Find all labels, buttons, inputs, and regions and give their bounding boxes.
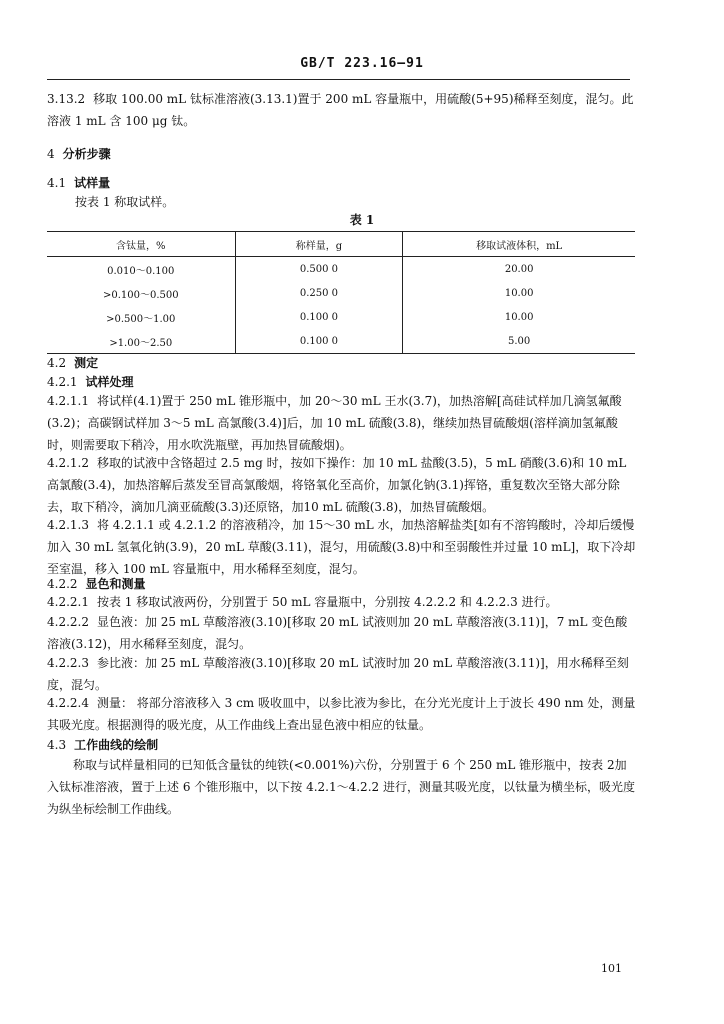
section-title: 试样量 bbox=[74, 176, 111, 190]
section-title: 工作曲线的绘制 bbox=[74, 738, 159, 752]
clause-4-2-2-3 bbox=[47, 652, 637, 696]
clause-number: 4.2.2.3 bbox=[47, 656, 89, 670]
table-row bbox=[47, 329, 635, 354]
cell-sample-mass: 0.100 0 bbox=[235, 329, 403, 354]
clause-text: 参比液：加 25 mL 草酸溶液(3.10)[移取 20 mL 试液时加 20 mL 草酸溶液(3.11)]，用水稀释至刻度，混匀。 bbox=[47, 656, 629, 692]
cell-aliquot-volume: 5.00 bbox=[403, 329, 635, 354]
table-row bbox=[47, 281, 635, 305]
section-4-3-heading bbox=[47, 734, 637, 756]
table-row bbox=[47, 305, 635, 329]
section-4-3-body: 称取与试样量相同的已知低含量钛的纯铁(<0.001%)六份，分别置于 6 个 250 mL 锥形瓶中，按表 2加入钛标准溶液，置于上述 6 个锥形瓶中，以下按 4.2.1～4.2.2 进行，测量其吸光度，以钛量为横坐标，吸光度为纵坐标绘制工作曲线。 bbox=[47, 758, 635, 816]
table-header-row bbox=[47, 232, 635, 257]
section-title: 测定 bbox=[74, 356, 99, 370]
col-header-titanium-content: 含钛量，% bbox=[47, 232, 235, 257]
section-number: 4.1 bbox=[47, 176, 67, 190]
table-row bbox=[47, 257, 635, 282]
clause-text: 测量： 将部分溶液移入 3 cm 吸收皿中，以参比液为参比，在分光光度计上于波长 490 nm 处，测量其吸光度。根据测得的吸光度，从工作曲线上查出显色液中相应的钛量。 bbox=[47, 696, 636, 732]
clause-number: 3.13.2 bbox=[47, 92, 86, 106]
section-number: 4 bbox=[47, 147, 55, 161]
header-rule bbox=[47, 79, 630, 80]
section-number: 4.2.2 bbox=[47, 577, 78, 591]
clause-number: 4.2.1.1 bbox=[47, 394, 89, 408]
section-number: 4.2.1 bbox=[47, 375, 78, 389]
section-number: 4.2 bbox=[47, 356, 67, 370]
section-title: 分析步骤 bbox=[62, 147, 111, 161]
col-header-sample-mass: 称样量，g bbox=[235, 232, 403, 257]
clause-number: 4.2.2.2 bbox=[47, 615, 89, 629]
clause-text: 将试样(4.1)置于 250 mL 锥形瓶中，加 20～30 mL 王水(3.7)，加热溶解[高硅试样加几滴氢氟酸(3.2)；高碳钢试样加 3～5 mL 高氯酸(3.4)]后，加 10 mL 硫酸(3.8)，继续加热冒硫酸烟(溶样滴加氢氟酸时，则需要取下稍冷，用水吹洗瓶壁，再加热冒硫酸烟)。 bbox=[47, 394, 622, 452]
section-4-1-body: 按表 1 称取试样。 bbox=[75, 195, 175, 209]
clause-4-2-2-1 bbox=[47, 591, 637, 613]
clause-number: 4.2.2.4 bbox=[47, 696, 89, 710]
clause-4-2-2-2 bbox=[47, 611, 637, 655]
section-number: 4.3 bbox=[47, 738, 67, 752]
clause-4-2-1-1 bbox=[47, 390, 637, 456]
cell-titanium-content: >1.00～2.50 bbox=[47, 329, 235, 354]
table-1-caption: 表 1 bbox=[349, 213, 375, 227]
clause-4-2-1-2 bbox=[47, 452, 637, 518]
clause-text: 将 4.2.1.1 或 4.2.1.2 的溶液稍冷，加 15～30 mL 水，加热溶解盐类[如有不溶钨酸时，冷却后缓慢加入 30 mL 氢氧化钠(3.9)，20 mL 草酸(3.11)，混匀，用硫酸(3.8)中和至弱酸性并过量 10 mL]，取下冷却至室温，移入 100 mL 容量瓶中，用水稀释至刻度，混匀。 bbox=[47, 518, 636, 576]
clause-text: 移取 100.00 mL 钛标准溶液(3.13.1)置于 200 mL 容量瓶中，用硫酸(5+95)稀释至刻度，混匀。此溶液 1 mL 含 100 μg 钛。 bbox=[47, 92, 634, 128]
clause-3-13-2 bbox=[47, 88, 637, 132]
clause-number: 4.2.1.3 bbox=[47, 518, 89, 532]
cell-aliquot-volume: 20.00 bbox=[403, 257, 635, 282]
clause-text: 按表 1 移取试液两份，分别置于 50 mL 容量瓶中，分别按 4.2.2.2 和 4.2.2.3 进行。 bbox=[96, 595, 558, 609]
cell-sample-mass: 0.500 0 bbox=[235, 257, 403, 282]
cell-titanium-content: >0.500～1.00 bbox=[106, 313, 176, 325]
clause-text: 显色液：加 25 mL 草酸溶液(3.10)[移取 20 mL 试液则加 20 mL 草酸溶液(3.11)]，7 mL 变色酸溶液(3.12)，用水稀释至刻度，混匀。 bbox=[47, 615, 628, 651]
section-title: 显色和测量 bbox=[85, 577, 146, 591]
clause-4-2-1-3 bbox=[47, 514, 637, 580]
clause-number: 4.2.2.1 bbox=[47, 595, 89, 609]
clause-text: 移取的试液中含铬超过 2.5 mg 时，按如下操作：加 10 mL 盐酸(3.5)，5 mL 硝酸(3.6)和 10 mL 高氯酸(3.4)，加热溶解后蒸发至冒高氯酸烟，将铬氧化至高价，加氯化钠(3.1)挥铬，重复数次至铬大部分除去，取下稍冷，滴加几滴亚硫酸(3.3)还原铬，加10 mL 硫酸(3.8)，加热冒硫酸烟。 bbox=[47, 456, 627, 514]
col-header-aliquot-volume: 移取试液体积，mL bbox=[403, 232, 635, 257]
cell-aliquot-volume: 10.00 bbox=[403, 281, 635, 305]
clause-4-2-2-4 bbox=[47, 692, 637, 736]
standard-code-header: GB/T 223.16—91 bbox=[300, 56, 424, 71]
cell-sample-mass: 0.100 0 bbox=[235, 305, 403, 329]
cell-titanium-content: 0.010～0.100 bbox=[107, 265, 175, 277]
clause-number: 4.2.1.2 bbox=[47, 456, 89, 470]
cell-titanium-content: >0.100～0.500 bbox=[102, 289, 179, 301]
cell-aliquot-volume: 10.00 bbox=[403, 305, 635, 329]
table-1 bbox=[47, 231, 635, 354]
cell-sample-mass: 0.250 0 bbox=[235, 281, 403, 305]
section-title: 试样处理 bbox=[85, 375, 134, 389]
section-4-heading bbox=[47, 143, 637, 165]
page-number: 101 bbox=[601, 962, 622, 975]
